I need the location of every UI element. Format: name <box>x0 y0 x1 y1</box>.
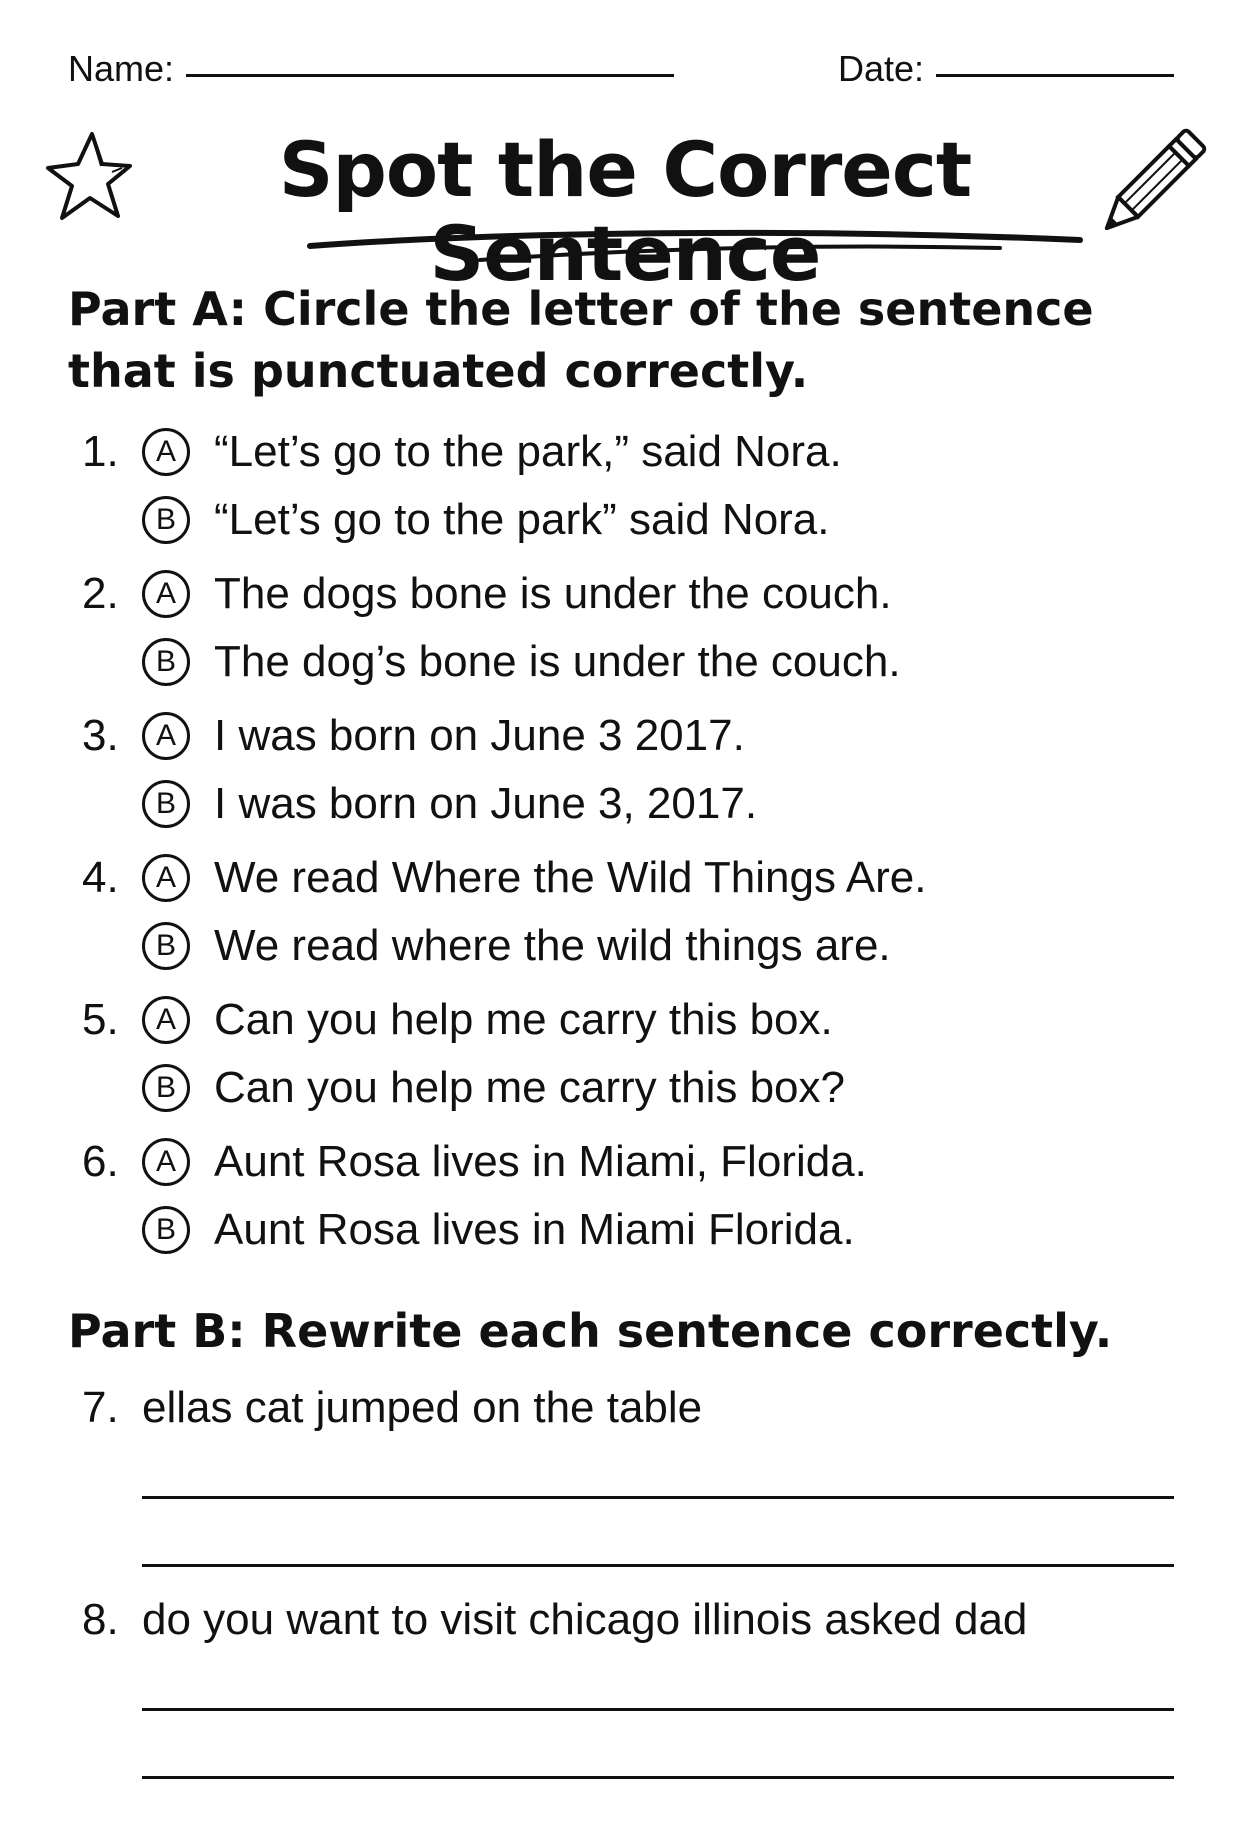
title-underline <box>300 218 1090 268</box>
choice-b[interactable] <box>142 1060 845 1116</box>
choice-text: Can you help me carry this box. <box>214 995 833 1044</box>
name-label: Name: <box>68 48 175 89</box>
choice-text: The dog’s bone is under the couch. <box>214 637 901 686</box>
name-field <box>68 48 674 90</box>
question-number: 5. <box>82 995 119 1044</box>
rewrite-prompt: do you want to visit chicago illinois asked dad <box>142 1595 1028 1644</box>
question-number: 8. <box>82 1595 119 1644</box>
choice-letter-circle[interactable]: A <box>142 428 190 476</box>
choice-text: “Let’s go to the park” said Nora. <box>214 495 830 544</box>
date-label: Date: <box>838 48 925 89</box>
pencil-icon <box>1092 126 1208 244</box>
answer-line-8b[interactable] <box>142 1776 1174 1779</box>
choice-letter-circle[interactable]: B <box>142 922 190 970</box>
answer-line-7b[interactable] <box>142 1564 1174 1567</box>
choice-letter-circle[interactable]: B <box>142 638 190 686</box>
rewrite-question-7 <box>82 1382 702 1434</box>
question-number: 6. <box>82 1137 119 1186</box>
choice-letter-circle[interactable]: A <box>142 712 190 760</box>
choice-text: Can you help me carry this box? <box>214 1063 845 1112</box>
choice-text: “Let’s go to the park,” said Nora. <box>214 427 842 476</box>
choice-a[interactable] <box>142 850 926 906</box>
choice-b[interactable] <box>142 634 901 690</box>
part-b-heading: Part B: Rewrite each sentence correctly. <box>68 1304 1113 1358</box>
answer-line-8a[interactable] <box>142 1708 1174 1711</box>
question-number: 3. <box>82 711 119 760</box>
choice-text: I was born on June 3 2017. <box>214 711 745 760</box>
choice-letter-circle[interactable]: B <box>142 496 190 544</box>
choice-text: I was born on June 3, 2017. <box>214 779 758 828</box>
date-field <box>838 48 1174 90</box>
choice-text: Aunt Rosa lives in Miami Florida. <box>214 1205 855 1254</box>
part-a-heading: Part A: Circle the letter of the sentence that is punctuated correctly. <box>68 282 1094 398</box>
rewrite-question-8 <box>82 1594 1027 1646</box>
choice-a[interactable] <box>142 566 892 622</box>
choice-b[interactable] <box>142 492 830 548</box>
choice-a[interactable] <box>142 1134 867 1190</box>
choice-b[interactable] <box>142 918 891 974</box>
worksheet-title: Spot the Correct Sentence <box>278 125 972 298</box>
choice-a[interactable] <box>142 424 842 480</box>
choice-a[interactable] <box>142 992 833 1048</box>
choice-letter-circle[interactable]: A <box>142 570 190 618</box>
choice-letter-circle[interactable]: A <box>142 1138 190 1186</box>
name-blank-line[interactable] <box>186 74 674 77</box>
answer-line-7a[interactable] <box>142 1496 1174 1499</box>
choice-letter-circle[interactable]: B <box>142 1064 190 1112</box>
question-number: 7. <box>82 1383 119 1432</box>
date-blank-line[interactable] <box>936 74 1174 77</box>
star-icon <box>42 128 134 224</box>
choice-text: We read Where the Wild Things Are. <box>214 853 927 902</box>
rewrite-prompt: ellas cat jumped on the table <box>142 1383 703 1432</box>
choice-text: We read where the wild things are. <box>214 921 891 970</box>
question-number: 2. <box>82 569 119 618</box>
choice-b[interactable] <box>142 1202 855 1258</box>
choice-letter-circle[interactable]: B <box>142 780 190 828</box>
choice-letter-circle[interactable]: B <box>142 1206 190 1254</box>
question-number: 4. <box>82 853 119 902</box>
choice-text: Aunt Rosa lives in Miami, Florida. <box>214 1137 867 1186</box>
choice-letter-circle[interactable]: A <box>142 854 190 902</box>
choice-text: The dogs bone is under the couch. <box>214 569 892 618</box>
choice-b[interactable] <box>142 776 757 832</box>
choice-letter-circle[interactable]: A <box>142 996 190 1044</box>
question-number: 1. <box>82 427 119 476</box>
choice-a[interactable] <box>142 708 745 764</box>
